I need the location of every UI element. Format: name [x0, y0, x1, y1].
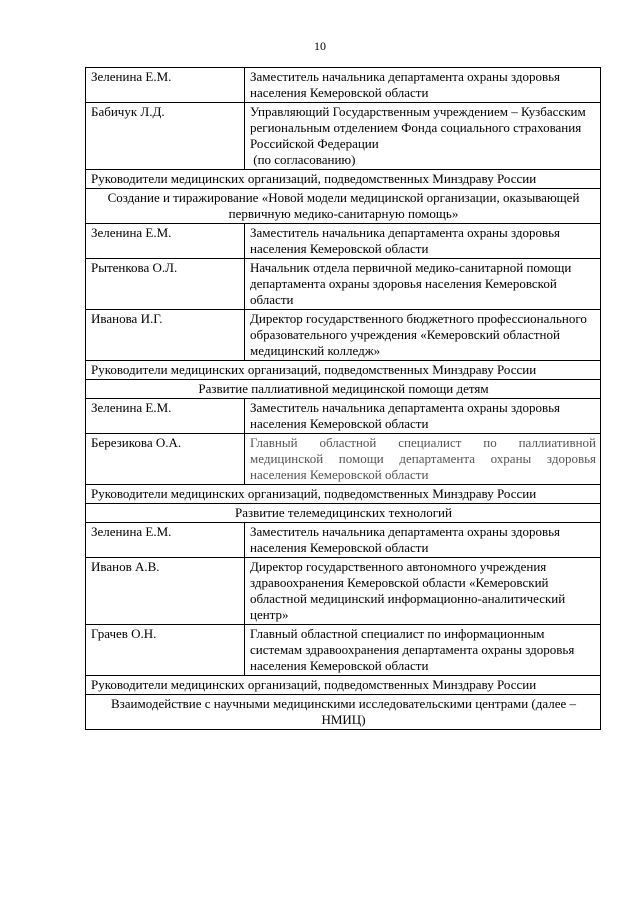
agreement-note: (по согласованию) — [253, 152, 356, 167]
table-row — [86, 558, 601, 625]
table-row — [86, 676, 601, 695]
table-row — [86, 695, 601, 730]
person-role: Директор государственного бюджетного профессионального образовательного учреждения «Кемеровский областной медицинский колледж» — [245, 310, 601, 361]
person-name: Зеленина Е.М. — [86, 399, 245, 434]
person-name: Иванова И.Г. — [86, 310, 245, 361]
organizations-row: Руководители медицинских организаций, подведомственных Минздраву России — [86, 676, 601, 695]
table-row — [86, 224, 601, 259]
person-name: Зеленина Е.М. — [86, 523, 245, 558]
person-role: Заместитель начальника департамента охраны здоровья населения Кемеровской области — [245, 399, 601, 434]
table-row — [86, 103, 601, 170]
section-heading: Создание и тиражирование «Новой модели медицинской организации, оказывающей первичную медико-санитарную помощь» — [86, 189, 601, 224]
table-row — [86, 189, 601, 224]
person-role: Главный областной специалист по информационным системам здравоохранения департамента охраны здоровья населения Кемеровской области — [245, 625, 601, 676]
table-row — [86, 170, 601, 189]
person-role: Заместитель начальника департамента охраны здоровья населения Кемеровской области — [245, 523, 601, 558]
section-heading: Развитие паллиативной медицинской помощи детям — [86, 380, 601, 399]
person-name: Зеленина Е.М. — [86, 224, 245, 259]
table-row — [86, 259, 601, 310]
table-row — [86, 399, 601, 434]
person-name: Березикова О.А. — [86, 434, 245, 485]
table-row — [86, 523, 601, 558]
person-name: Рытенкова О.Л. — [86, 259, 245, 310]
table-row — [86, 361, 601, 380]
organizations-row: Руководители медицинских организаций, подведомственных Минздраву России — [86, 361, 601, 380]
person-role: Заместитель начальника департамента охраны здоровья населения Кемеровской области — [245, 224, 601, 259]
table-row — [86, 310, 601, 361]
person-name: Иванов А.В. — [86, 558, 245, 625]
commission-table — [85, 67, 601, 730]
page-number: 10 — [314, 39, 326, 53]
person-name: Грачев О.Н. — [86, 625, 245, 676]
person-role: Управляющий Государственным учреждением – Кузбасским региональным отделением Фонда социального страхования Российской Федерации — [250, 104, 586, 151]
organizations-row: Руководители медицинских организаций, подведомственных Минздраву России — [86, 485, 601, 504]
table-row — [86, 380, 601, 399]
person-role: Директор государственного автономного учреждения здравоохранения Кемеровской области «Кемеровский областной медицинский информационно-аналитический центр» — [245, 558, 601, 625]
table-row — [86, 68, 601, 103]
section-heading: Взаимодействие с научными медицинскими исследовательскими центрами (далее – НМИЦ) — [86, 695, 601, 730]
person-role-cell — [245, 103, 601, 170]
person-role: Заместитель начальника департамента охраны здоровья населения Кемеровской области — [245, 68, 601, 103]
table-row — [86, 625, 601, 676]
section-heading: Развитие телемедицинских технологий — [86, 504, 601, 523]
person-name: Зеленина Е.М. — [86, 68, 245, 103]
person-name: Бабичук Л.Д. — [86, 103, 245, 170]
table-row — [86, 434, 601, 485]
person-role: Главный областной специалист по паллиативной медицинской помощи департамента охраны здоровья населения Кемеровской области — [245, 434, 601, 485]
organizations-row: Руководители медицинских организаций, подведомственных Минздраву России — [86, 170, 601, 189]
person-role: Начальник отдела первичной медико-санитарной помощи департамента охраны здоровья населения Кемеровской области — [245, 259, 601, 310]
table-row — [86, 485, 601, 504]
table-row — [86, 504, 601, 523]
